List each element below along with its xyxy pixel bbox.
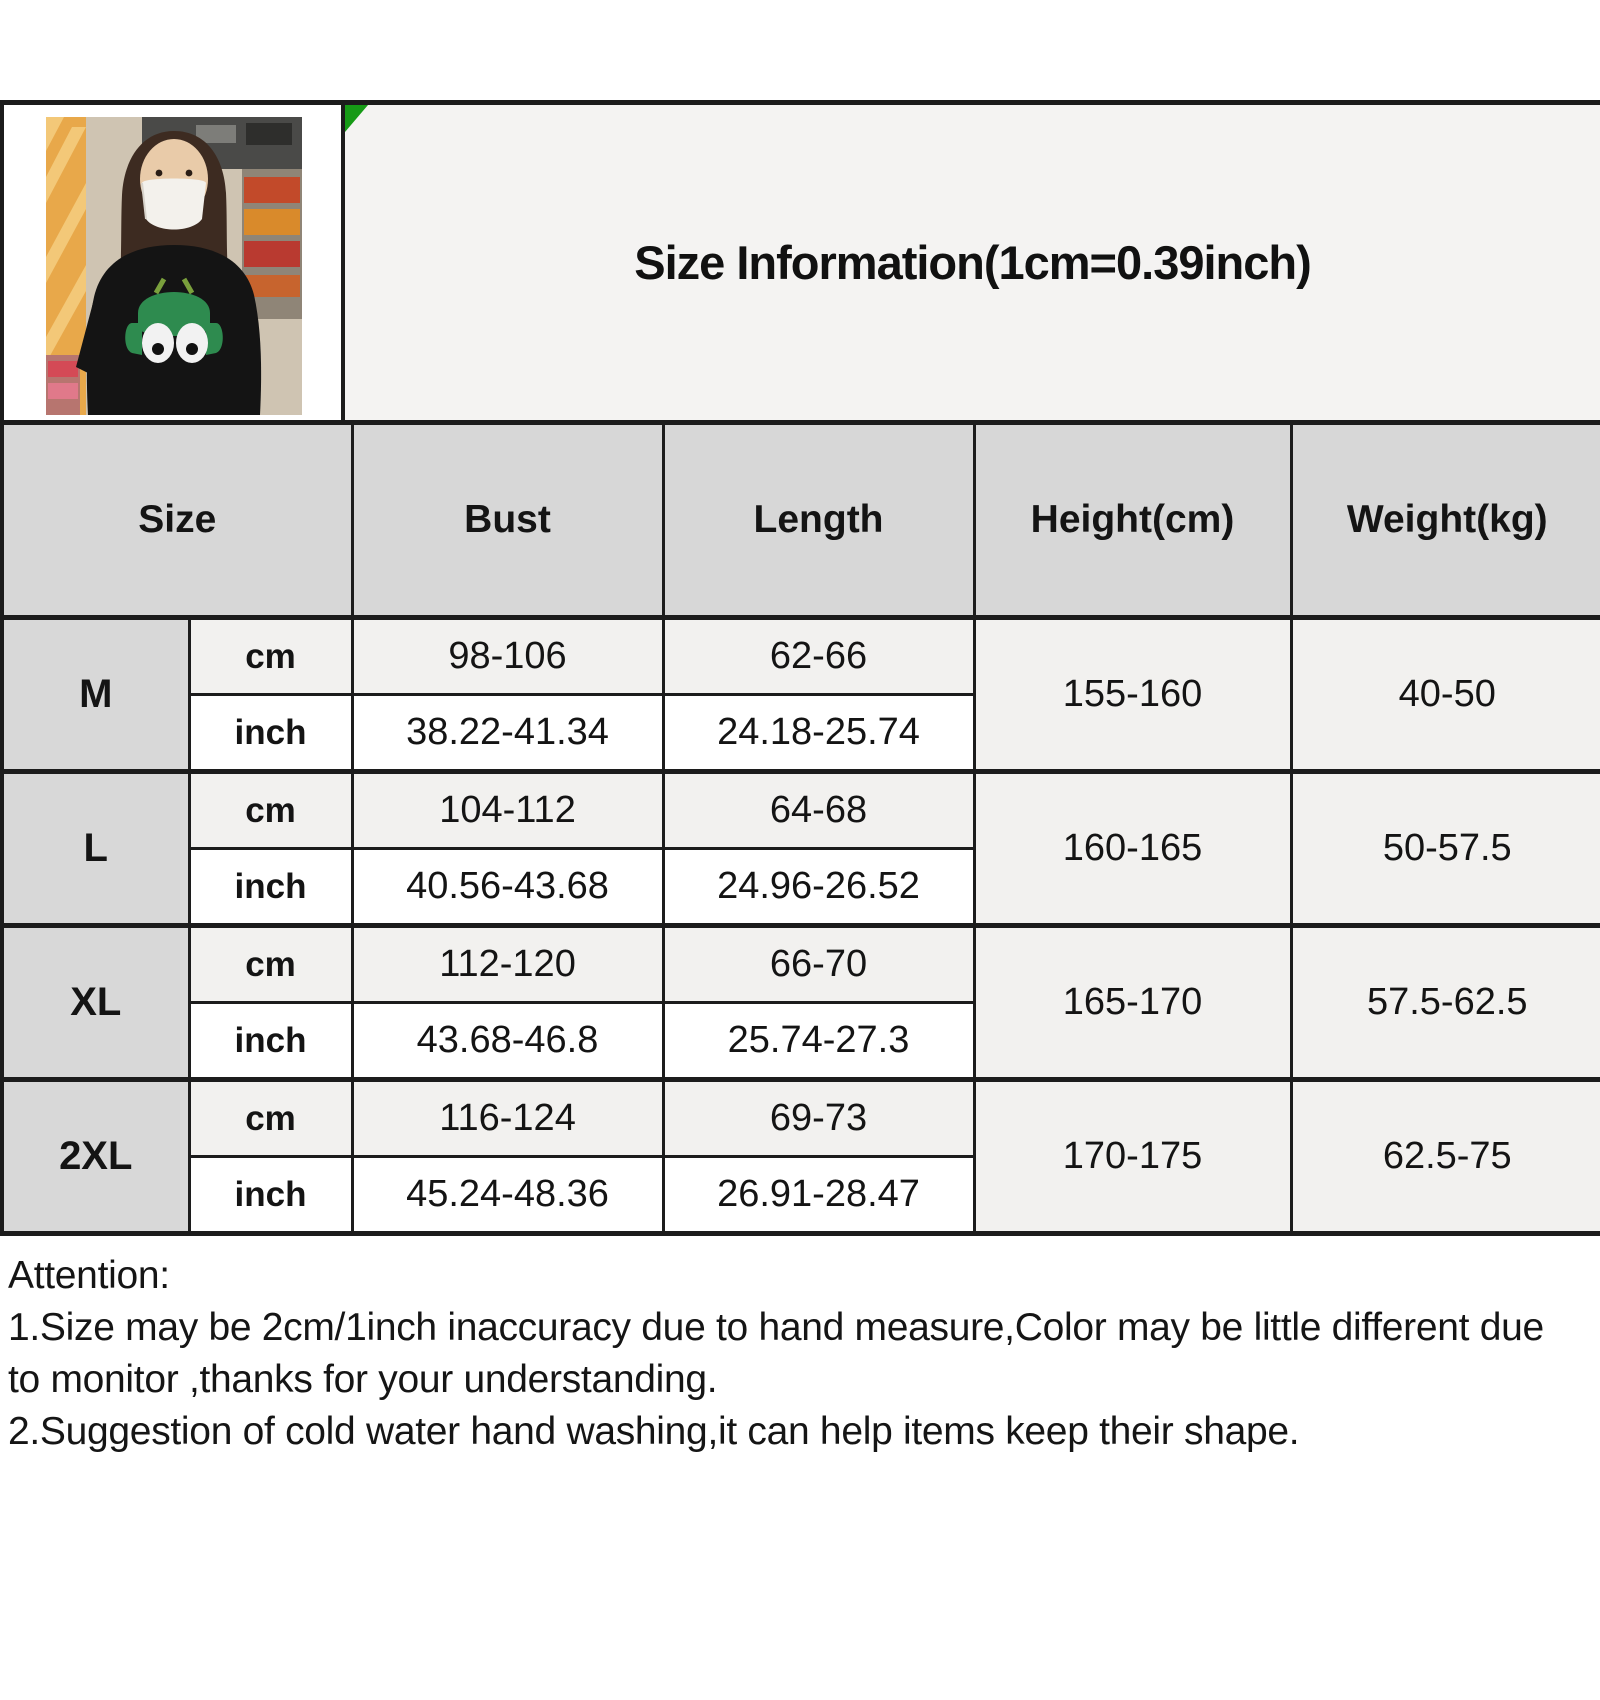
bust-cm: 112-120	[352, 926, 663, 1003]
attention-notes	[8, 1250, 1578, 1457]
bust-inch: 40.56-43.68	[352, 849, 663, 926]
product-photo	[46, 117, 302, 415]
attention-heading: Attention:	[8, 1254, 170, 1297]
unit-cm: cm	[189, 1080, 352, 1157]
size-label-xl: XL	[2, 926, 189, 1080]
top-row	[0, 100, 1600, 420]
green-corner-marker-icon	[345, 105, 368, 132]
weight-range: 62.5-75	[1291, 1080, 1600, 1234]
header-bust: Bust	[352, 423, 663, 618]
size-info-sheet	[0, 100, 1600, 1457]
page-title: Size Information(1cm=0.39inch)	[634, 236, 1311, 289]
length-inch: 24.96-26.52	[663, 849, 974, 926]
unit-inch: inch	[189, 1157, 352, 1234]
size-table	[0, 420, 1600, 1236]
size-label-m: M	[2, 618, 189, 772]
table-row	[2, 618, 1600, 695]
table-header-row	[2, 423, 1600, 618]
attention-note-1: 1.Size may be 2cm/1inch inaccuracy due to hand measure,Color may be little different due to monitor ,thanks for your understanding.	[8, 1305, 1544, 1401]
bust-inch: 43.68-46.8	[352, 1003, 663, 1080]
header-weight: Weight(kg)	[1291, 423, 1600, 618]
unit-inch: inch	[189, 849, 352, 926]
bust-inch: 38.22-41.34	[352, 695, 663, 772]
height-range: 165-170	[974, 926, 1291, 1080]
weight-range: 50-57.5	[1291, 772, 1600, 926]
length-cm: 66-70	[663, 926, 974, 1003]
table-row	[2, 772, 1600, 849]
size-label-l: L	[2, 772, 189, 926]
unit-inch: inch	[189, 695, 352, 772]
header-height: Height(cm)	[974, 423, 1291, 618]
photo-cell	[4, 105, 345, 420]
header-size: Size	[2, 423, 352, 618]
bust-cm: 104-112	[352, 772, 663, 849]
title-cell	[345, 105, 1600, 420]
header-length: Length	[663, 423, 974, 618]
height-range: 170-175	[974, 1080, 1291, 1234]
length-inch: 26.91-28.47	[663, 1157, 974, 1234]
bust-cm: 98-106	[352, 618, 663, 695]
weight-range: 40-50	[1291, 618, 1600, 772]
height-range: 160-165	[974, 772, 1291, 926]
length-cm: 64-68	[663, 772, 974, 849]
unit-cm: cm	[189, 618, 352, 695]
height-range: 155-160	[974, 618, 1291, 772]
size-label-2xl: 2XL	[2, 1080, 189, 1234]
weight-range: 57.5-62.5	[1291, 926, 1600, 1080]
bust-cm: 116-124	[352, 1080, 663, 1157]
unit-inch: inch	[189, 1003, 352, 1080]
unit-cm: cm	[189, 772, 352, 849]
length-cm: 69-73	[663, 1080, 974, 1157]
length-inch: 24.18-25.74	[663, 695, 974, 772]
unit-cm: cm	[189, 926, 352, 1003]
length-inch: 25.74-27.3	[663, 1003, 974, 1080]
length-cm: 62-66	[663, 618, 974, 695]
table-row	[2, 926, 1600, 1003]
bust-inch: 45.24-48.36	[352, 1157, 663, 1234]
table-row	[2, 1080, 1600, 1157]
attention-note-2: 2.Suggestion of cold water hand washing,it can help items keep their shape.	[8, 1409, 1300, 1453]
